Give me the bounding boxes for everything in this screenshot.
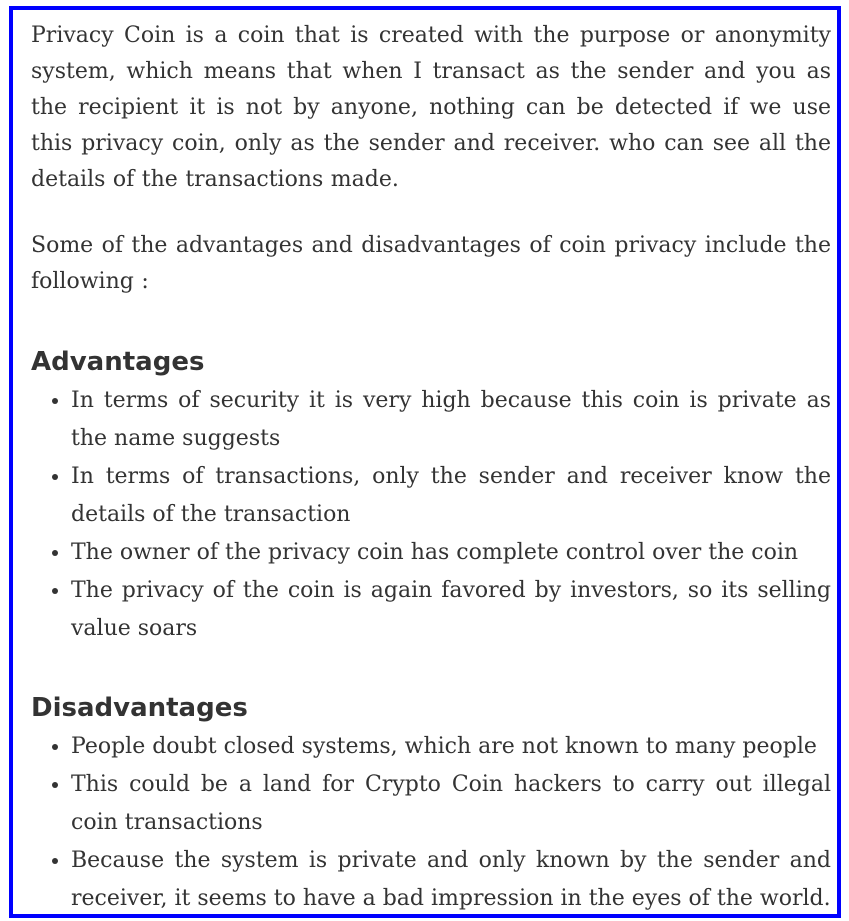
advantages-list [31,382,831,648]
content-frame [9,6,841,918]
list-item: • The owner of the privacy coin has complete control over the coin [71,534,831,572]
list-item: • People doubt closed systems, which are not known to many people [71,728,831,766]
advantages-heading: Advantages [31,347,205,377]
intro-paragraph: Privacy Coin is a coin that is created with the purpose or anonymity system, which means that when I transact as the sender and you as the recipient it is not by anyone, nothing can be detected if we use this privacy coin, only as the sender and receiver. who can see all the details of the transactions made. [31,23,831,192]
list-item: • The privacy of the coin is again favored by investors, so its selling value soars [71,572,831,648]
list-item: • Because the system is private and only known by the sender and receiver, it seems to have a bad impression in the eyes of the world. [71,842,831,918]
disadvantages-heading: Disadvantages [31,693,248,723]
article-body [31,18,831,918]
disadvantages-list [31,728,831,918]
list-item: • In terms of transactions, only the sender and receiver know the details of the transaction [71,458,831,534]
list-item: • This could be a land for Crypto Coin hackers to carry out illegal coin transactions [71,766,831,842]
list-item: • In terms of security it is very high because this coin is private as the name suggests [71,382,831,458]
lead-in-paragraph: Some of the advantages and disadvantages of coin privacy include the following : [31,233,831,294]
